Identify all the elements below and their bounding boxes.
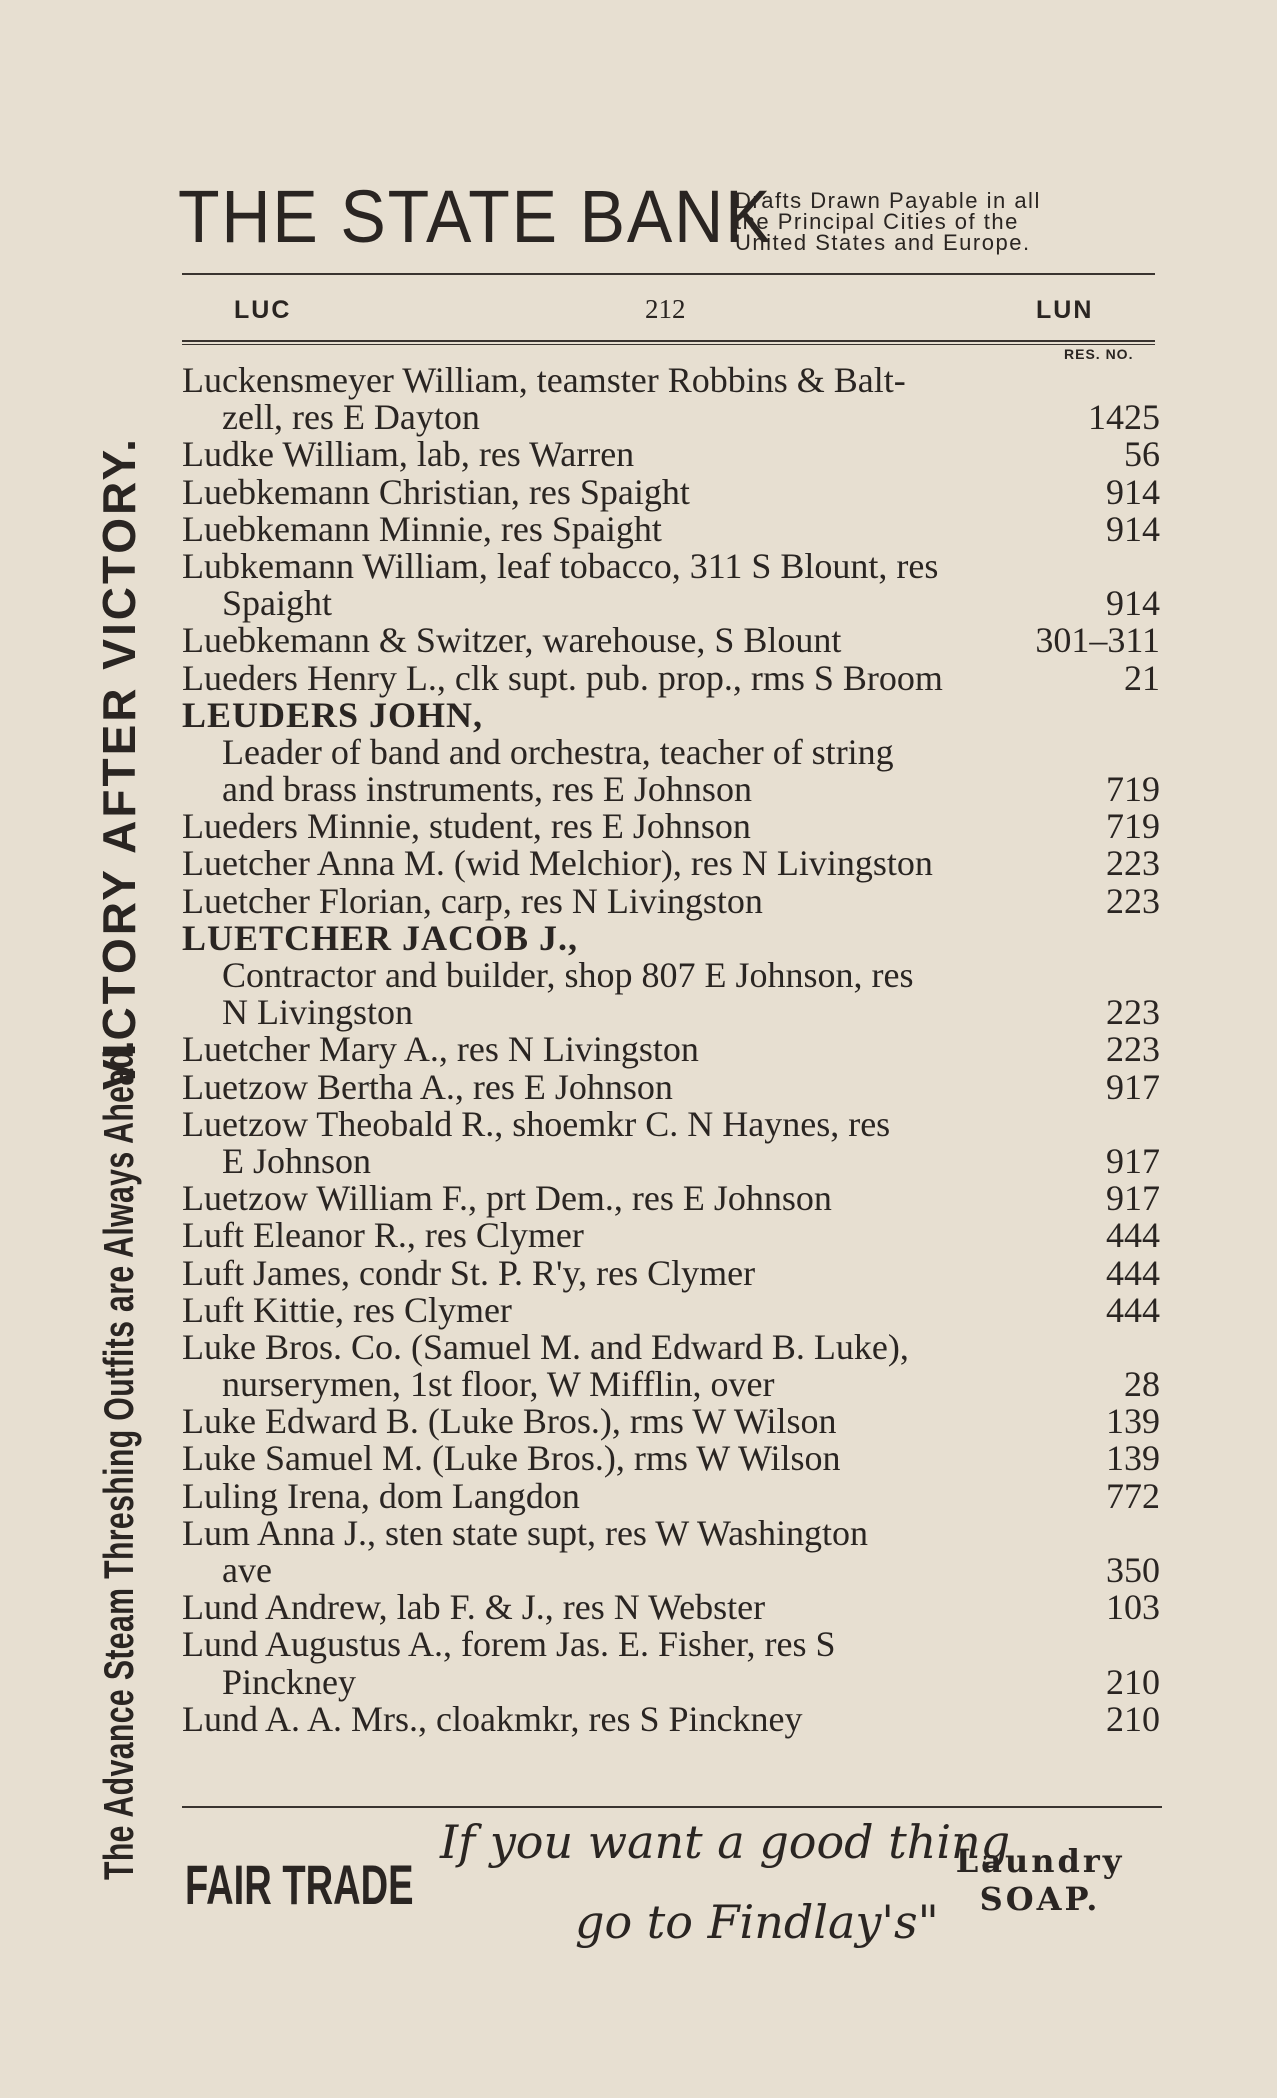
side-advertisement [84, 140, 154, 1880]
entry-text: Lund Andrew, lab F. & J., res N Webster [182, 1587, 766, 1628]
entry-text: N Livingston [222, 992, 414, 1033]
entry-text: Luft Kittie, res Clymer [182, 1289, 512, 1330]
entry-text: Lueders Henry L., clk supt. pub. prop., rms S Broom [182, 657, 943, 698]
entry-line [182, 880, 1160, 921]
entry-res-number: 223 [1106, 880, 1160, 921]
entry-res-number: 1425 [1088, 397, 1160, 438]
entry-res-number: 444 [1106, 1252, 1160, 1293]
entry-line [182, 657, 1160, 698]
footer-rule [182, 1806, 1162, 1808]
entry-line [182, 1217, 1160, 1254]
entry-line [182, 1103, 1160, 1144]
directory-entries [182, 362, 1160, 1738]
entry-text: nurserymen, 1st floor, W Mifflin, over [222, 1364, 775, 1405]
entry-line [182, 1589, 1160, 1626]
entry-line [182, 545, 1160, 586]
entry-line [182, 1031, 1160, 1068]
bank-note-line: United States and Europe. [735, 230, 1031, 255]
script-slogan-line2: go to Findlay's" [575, 1895, 939, 1949]
page-number: 212 [645, 294, 686, 324]
entry-text: Spaight [222, 583, 333, 624]
entry-text: Luckensmeyer William, teamster Robbins & Balt- [182, 360, 906, 400]
entry-line [182, 1289, 1160, 1330]
entry-line [182, 1326, 1160, 1367]
entry-line [182, 1512, 1160, 1553]
res-no-label: RES. NO. [1064, 346, 1134, 362]
entry-text: E Johnson [222, 1140, 372, 1181]
entry-res-number: 350 [1106, 1550, 1160, 1590]
side-text-victory: VICTORY AFTER VICTORY. [93, 436, 145, 1090]
laundry-soap-ad [915, 1842, 1165, 1918]
entry-text: Luetcher Mary A., res N Livingston [182, 1029, 699, 1070]
entry-text: Luetzow Bertha A., res E Johnson [182, 1066, 673, 1107]
left-guide-word: LUC [234, 296, 292, 324]
right-guide-word: LUN [1036, 296, 1094, 324]
bank-name-banner: THE STATE BANK [178, 175, 773, 258]
entry-text: Luke Samuel M. (Luke Bros.), rms W Wilson [182, 1438, 841, 1479]
entry-res-number: 917 [1106, 1140, 1160, 1181]
entry-text: Luebkemann Minnie, res Spaight [182, 508, 662, 549]
entry-heading [182, 917, 1160, 958]
entry-text: Luft James, condr St. P. R'y, res Clymer [182, 1252, 756, 1293]
entry-res-number: 719 [1106, 806, 1160, 847]
entry-line [182, 508, 1160, 549]
header-bottom-rule [182, 340, 1155, 342]
entry-line [182, 471, 1160, 512]
entry-res-number: 103 [1106, 1587, 1160, 1628]
entry-res-number: 210 [1106, 1698, 1160, 1739]
entry-res-number: 223 [1106, 992, 1160, 1033]
entry-res-number: 21 [1124, 657, 1160, 698]
soap-line2: SOAP. [979, 1880, 1101, 1918]
entry-line [182, 845, 1160, 882]
bank-note-line: Drafts Drawn Payable in all [735, 188, 1041, 213]
entry-text: Luetcher Florian, carp, res N Livingston [182, 880, 763, 921]
entry-line [182, 436, 1160, 473]
entry-text: LUETCHER JACOB J., [182, 917, 579, 958]
fair-trade-text: FAIR TRADE [185, 1853, 414, 1916]
entry-res-number: 444 [1106, 1215, 1160, 1256]
entry-res-number: 914 [1106, 471, 1160, 512]
soap-line1: Laundry [955, 1842, 1125, 1880]
entry-res-number: 56 [1124, 434, 1160, 475]
entry-text: Luft Eleanor R., res Clymer [182, 1215, 584, 1256]
entry-text: Luling Irena, dom Langdon [182, 1475, 580, 1516]
entry-res-number: 210 [1106, 1661, 1160, 1702]
entry-res-number: 914 [1106, 583, 1160, 624]
entry-line [182, 808, 1160, 845]
entry-res-number: 139 [1106, 1438, 1160, 1479]
bank-note [735, 190, 1155, 253]
entry-text: Luke Bros. Co. (Samuel M. and Edward B. Luke), [182, 1326, 909, 1367]
entry-res-number: 772 [1106, 1475, 1160, 1516]
entry-res-number: 139 [1106, 1401, 1160, 1442]
entry-text: zell, res E Dayton [222, 397, 480, 438]
entry-line [182, 585, 1160, 622]
entry-line [182, 1066, 1160, 1107]
entry-line [182, 622, 1160, 659]
entry-text: Lum Anna J., sten state supt, res W Washington [182, 1512, 869, 1553]
entry-text: Lueders Minnie, student, res E Johnson [182, 806, 751, 847]
entry-line [182, 362, 1160, 399]
entry-text: Luetzow William F., prt Dem., res E Johnson [182, 1178, 832, 1219]
entry-text: Luebkemann Christian, res Spaight [182, 471, 690, 512]
entry-text: and brass instruments, res E Johnson [222, 769, 752, 810]
entry-text: Lund A. A. Mrs., cloakmkr, res S Pinckney [182, 1698, 803, 1739]
entry-line [182, 957, 1160, 994]
entry-text: ave [222, 1550, 272, 1590]
entry-res-number: 719 [1106, 769, 1160, 810]
entry-text: Luebkemann & Switzer, warehouse, S Blount [182, 620, 842, 661]
entry-line [182, 1440, 1160, 1477]
entry-line [182, 1661, 1160, 1702]
script-slogan-line1: If you want a good thing [440, 1815, 1011, 1869]
entry-res-number: 444 [1106, 1289, 1160, 1330]
entry-res-number: 223 [1106, 843, 1160, 884]
header-bottom-rule-thin [182, 344, 1155, 345]
entry-line [182, 399, 1160, 436]
entry-res-number: 28 [1124, 1364, 1160, 1405]
entry-line [182, 771, 1160, 808]
entry-res-number: 223 [1106, 1029, 1160, 1070]
header-top-rule [182, 273, 1155, 275]
entry-text: Lubkemann William, leaf tobacco, 311 S Blount, res [182, 545, 939, 586]
entry-line [182, 1552, 1160, 1589]
entry-text: Leader of band and orchestra, teacher of string [222, 731, 894, 772]
entry-line [182, 1140, 1160, 1181]
entry-res-number: 301–311 [1035, 620, 1160, 661]
entry-line [182, 1366, 1160, 1403]
side-text-threshing: The Advance Steam Threshing Outfits are Always Ahead. [95, 1040, 142, 1880]
entry-line [182, 1252, 1160, 1293]
entry-line [182, 1626, 1160, 1663]
entry-heading [182, 694, 1160, 735]
entry-res-number: 914 [1106, 508, 1160, 549]
entry-text: Luetcher Anna M. (wid Melchior), res N Livingston [182, 843, 933, 884]
entry-line [182, 1403, 1160, 1440]
entry-line [182, 1698, 1160, 1739]
entry-text: Lund Augustus A., forem Jas. E. Fisher, res S [182, 1624, 836, 1665]
entry-text: Luetzow Theobald R., shoemkr C. N Haynes, res [182, 1103, 891, 1144]
entry-text: Ludke William, lab, res Warren [182, 434, 635, 475]
entry-text: LEUDERS JOHN, [182, 694, 484, 735]
entry-line [182, 994, 1160, 1031]
bank-note-line: the Principal Cities of the [735, 209, 1019, 234]
entry-res-number: 917 [1106, 1178, 1160, 1219]
entry-res-number: 917 [1106, 1066, 1160, 1107]
entry-text: Pinckney [222, 1661, 356, 1702]
entry-text: Contractor and builder, shop 807 E Johnson, res [222, 955, 914, 995]
entry-text: Luke Edward B. (Luke Bros.), rms W Wilson [182, 1401, 837, 1442]
entry-line [182, 1475, 1160, 1516]
entry-line [182, 1180, 1160, 1217]
entry-line [182, 731, 1160, 772]
